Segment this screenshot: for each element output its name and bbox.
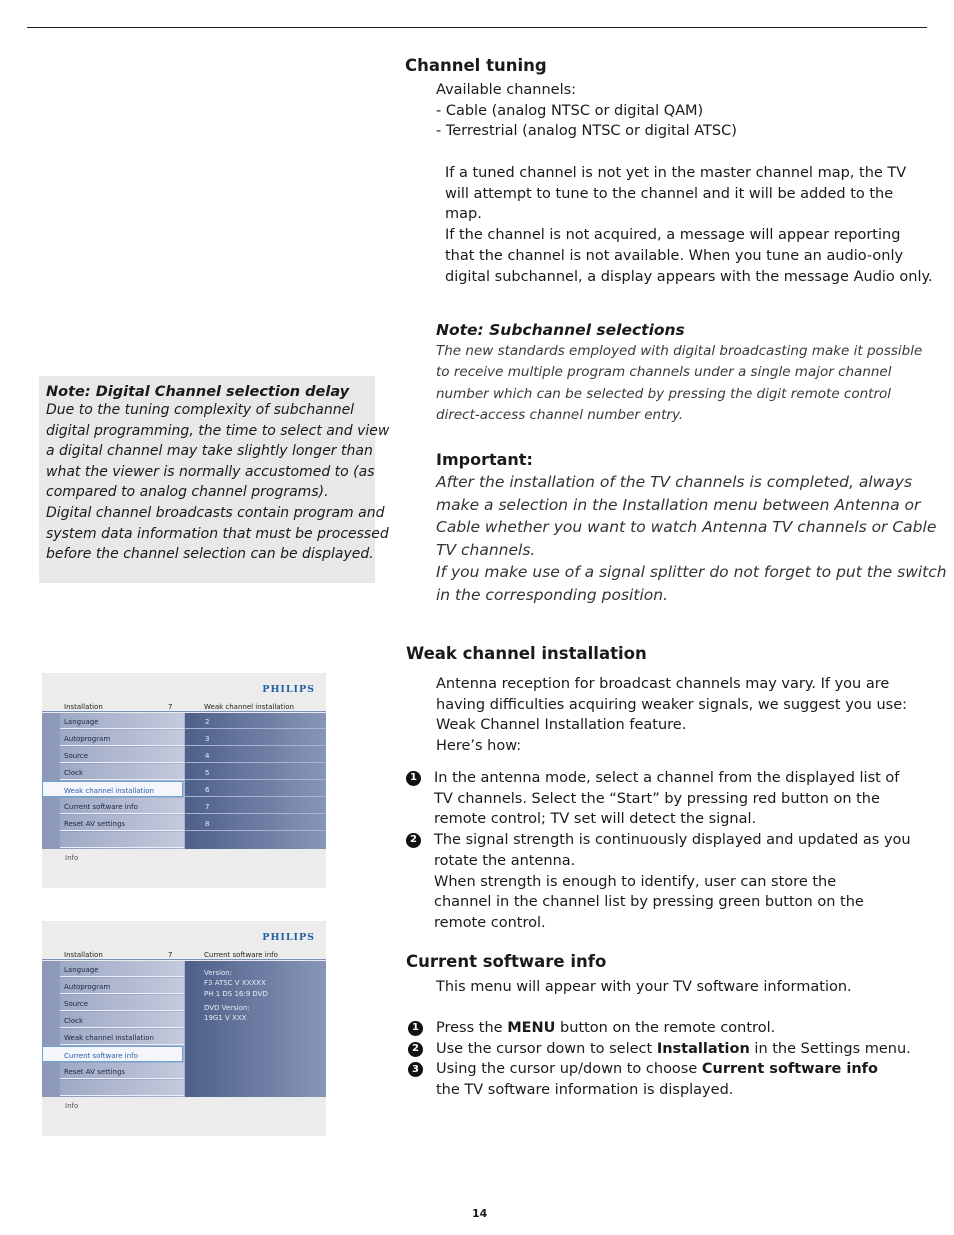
text-span: button on the remote control. [555,1020,776,1036]
philips-logo: PHILIPS [262,932,315,943]
text-line: in the corresponding position. [436,585,668,604]
philips-logo: PHILIPS [262,684,315,695]
text-line: The new standards employed with digital broadcasting make it possible [436,343,923,359]
info-label: Info [65,1102,79,1110]
software-info-steps [408,1018,911,1101]
text-line: If the channel is not acquired, a message will appear reporting [445,227,901,244]
text-line: If a tuned channel is not yet in the master channel map, the TV [445,165,907,181]
menu-header-submenu: Current software info [204,951,278,959]
page-number: 14 [472,1207,488,1220]
menu-list [42,961,185,1097]
menu-item-clock[interactable]: Clock [60,764,184,780]
step-number-badge: 1 [406,771,421,786]
text-line: Due to the tuning complexity of subchannel [46,402,355,418]
text-line: Weak Channel Installation feature. [436,717,687,734]
text-line: digital programming, the time to select and view [46,422,390,439]
text-line: When strength is enough to identify, user can store the [434,873,837,890]
text-line: a digital channel may take slightly longer than [46,443,373,460]
menu-item-weak-channel-installation[interactable]: Weak channel installation [60,1029,184,1045]
text-line: In the antenna mode, select a channel from the displayed list of [434,770,900,786]
text-line: After the installation of the TV channels is completed, always [436,473,913,491]
text-line: map. [445,206,482,223]
channel-item[interactable]: 5 [185,764,326,780]
menu-header [42,946,326,960]
weak-channel-heading: Weak channel installation [406,644,647,663]
step-number-badge: 2 [406,833,421,848]
important-text [436,471,947,607]
text-line: Antenna reception for broadcast channels may vary. If you are [436,676,890,692]
weak-channel-intro [436,674,907,757]
menu-item-current-software-info[interactable]: Current software info [60,798,184,814]
version-line: 19G1 V XXX [204,1014,247,1023]
menu-header-title: Installation [64,951,103,959]
menu-header [42,698,326,712]
text-line: rotate the antenna. [434,852,576,869]
menu-item-language[interactable]: Language [60,713,184,729]
weak-channel-steps [406,768,911,934]
channel-tuning-heading: Channel tuning [405,56,547,75]
software-info-heading: Current software info [406,952,607,971]
channel-tuning-list [436,80,737,142]
installation-term: Installation [656,1040,750,1057]
text-span: Using the cursor up/down to choose [436,1061,702,1078]
menu-button-name: MENU [507,1020,556,1036]
menu-item-reset-av-settings[interactable]: Reset AV settings [60,815,184,831]
tv-menu-weak-channel [42,673,326,888]
software-info-term: Current software info [701,1061,878,1078]
menu-list [42,713,185,849]
channel-tuning-paragraph [445,163,933,287]
step-item [406,768,911,830]
menu-header-submenu: Weak channel installation [204,703,294,711]
channel-item[interactable]: 2 [185,713,326,729]
step-item [408,1059,911,1100]
menu-item-empty [60,1080,184,1096]
text-line [436,1018,911,1039]
text-line: channel in the channel list by pressing green button on the [434,894,864,911]
text-line: digital subchannel, a display appears with the message Audio only. [445,268,933,285]
important-title: Important: [436,450,533,469]
text-line: TV channels. [436,540,536,559]
digital-delay-note-box [39,376,390,583]
text-line: having difficulties acquiring weaker signals, we suggest you use: [436,696,908,713]
step-item [406,830,911,934]
text-line: Digital channel broadcasts contain program and [46,504,385,521]
text-line [436,1039,911,1060]
text-line: number which can be selected by pressing the digit remote control [436,385,892,402]
step-number-badge: 3 [408,1062,423,1077]
text-line: Here’s how: [436,738,522,755]
menu-item-source[interactable]: Source [60,995,184,1011]
text-line: Available channels: [436,82,577,98]
text-span: Press the [436,1020,508,1036]
text-line: compared to analog channel programs). [46,484,329,501]
text-line: system data information that must be processed [46,525,389,542]
menu-item-empty [60,832,184,848]
channel-item[interactable]: 3 [185,730,326,746]
tv-menu-software-info [42,921,326,1136]
text-line: TV channels. Select the “Start” by pressing red button on the [434,790,880,807]
version-info [204,968,268,1023]
text-line [436,1059,911,1080]
menu-item-autoprogram[interactable]: Autoprogram [60,730,184,746]
text-line: to receive multiple program channels under a single major channel [436,364,892,381]
menu-item-weak-channel-installation[interactable]: Weak channel installation [42,781,183,797]
version-line: F3 ATSC V XXXXX [204,979,266,988]
menu-header-number: 7 [168,703,173,711]
subchannel-note-text [436,341,922,427]
channel-item[interactable]: 7 [185,798,326,814]
menu-item-autoprogram[interactable]: Autoprogram [60,978,184,994]
text-span: in the Settings menu. [749,1040,911,1057]
text-line: - Cable (analog NTSC or digital QAM) [436,102,704,119]
text-line: direct-access channel number entry. [436,407,684,424]
software-info-intro [436,977,852,998]
menu-item-current-software-info[interactable]: Current software info [42,1046,183,1062]
channel-item[interactable]: 8 [185,815,326,831]
top-rule [27,27,927,28]
text-line: what the viewer is normally accustomed to (as [46,463,375,480]
menu-item-clock[interactable]: Clock [60,1012,184,1028]
menu-item-source[interactable]: Source [60,747,184,763]
text-line: remote control; TV set will detect the signal. [434,811,757,828]
menu-header-number: 7 [168,951,173,959]
version-panel [185,961,326,1097]
version-line: DVD Version: [204,1003,250,1012]
text-line: If you make use of a signal splitter do not forget to put the switch [436,563,947,582]
text-line: will attempt to tune to the channel and it will be added to the [445,185,894,202]
digital-delay-note-title: Note: Digital Channel selection delay [46,384,350,400]
text-line: that the channel is not available. When you tune an audio-only [445,247,904,264]
step-number-badge: 1 [408,1021,423,1036]
channel-item[interactable]: 4 [185,747,326,763]
menu-header-title: Installation [64,703,103,711]
subchannel-note-title: Note: Subchannel selections [436,321,685,339]
text-line: - Terrestrial (analog NTSC or digital ATSC) [436,123,737,140]
menu-item-reset-av-settings[interactable]: Reset AV settings [60,1063,184,1079]
text-line: This menu will appear with your TV software information. [436,979,852,995]
text-line: Cable whether you want to watch Antenna TV channels or Cable [436,518,937,537]
info-label: Info [65,854,79,862]
channel-list [185,713,326,849]
step-number-badge: 2 [408,1042,423,1057]
text-line: The signal strength is continuously displayed and updated as you [434,832,911,849]
text-line: before the channel selection can be displayed. [46,546,374,563]
channel-item[interactable]: 6 [185,781,326,797]
step-item [408,1018,911,1039]
text-line: the TV software information is displayed. [436,1082,734,1099]
menu-item-language[interactable]: Language [60,961,184,977]
step-item [408,1039,911,1060]
version-line: PH 1 DS 16:9 DVD [204,989,268,998]
text-span: Use the cursor down to select [436,1040,657,1057]
version-line: Version: [204,969,233,977]
text-line: make a selection in the Installation menu between Antenna or [436,495,921,514]
text-line: remote control. [434,914,546,931]
